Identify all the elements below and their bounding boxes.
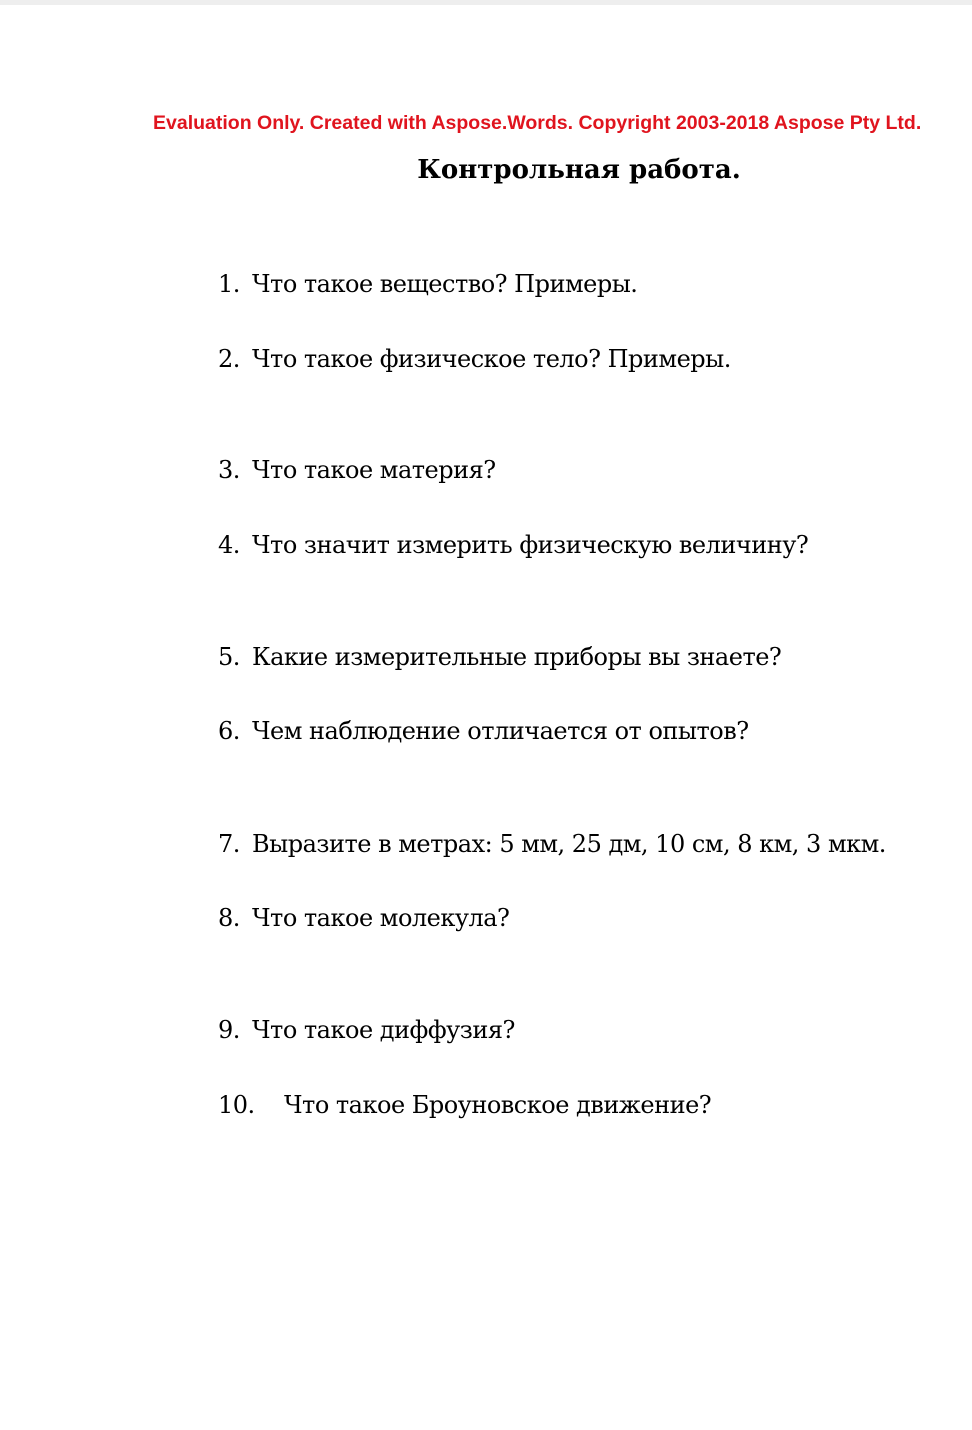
evaluation-watermark: Evaluation Only. Created with Aspose.Words. Copyright 2003-2018 Aspose Pty Ltd. (153, 112, 922, 134)
question-item (218, 456, 496, 484)
question-text: Что такое молекула? (252, 904, 510, 932)
question-text: Чем наблюдение отличается от опытов? (252, 717, 749, 745)
question-item (218, 643, 781, 671)
question-item (218, 270, 637, 298)
question-text: Что такое физическое тело? Примеры. (252, 345, 731, 373)
question-item (218, 904, 509, 932)
question-item (218, 1091, 711, 1119)
question-number: 4. (218, 531, 240, 559)
question-item (218, 1016, 515, 1044)
question-text: Что такое материя? (252, 456, 496, 484)
question-item (218, 830, 886, 858)
question-text: Что такое вещество? Примеры. (252, 270, 638, 298)
question-number: 6. (218, 717, 240, 745)
question-number: 5. (218, 643, 240, 671)
question-item (218, 717, 749, 745)
question-number: 7. (218, 830, 240, 858)
question-text: Выразите в метрах: 5 мм, 25 дм, 10 см, 8 км, 3 мкм. (252, 830, 886, 858)
question-number: 10. (218, 1091, 255, 1119)
question-item (218, 345, 731, 373)
question-text: Что такое диффузия? (252, 1016, 515, 1044)
question-text: Какие измерительные приборы вы знаете? (252, 643, 782, 671)
question-number: 3. (218, 456, 240, 484)
question-item (218, 531, 808, 559)
question-number: 8. (218, 904, 240, 932)
question-text: Что значит измерить физическую величину? (252, 531, 809, 559)
question-number: 9. (218, 1016, 240, 1044)
question-number: 2. (218, 345, 240, 373)
document-title: Контрольная работа. (417, 155, 741, 185)
top-strip (0, 0, 972, 5)
question-text: Что такое Броуновское движение? (284, 1091, 712, 1119)
question-number: 1. (218, 270, 240, 298)
